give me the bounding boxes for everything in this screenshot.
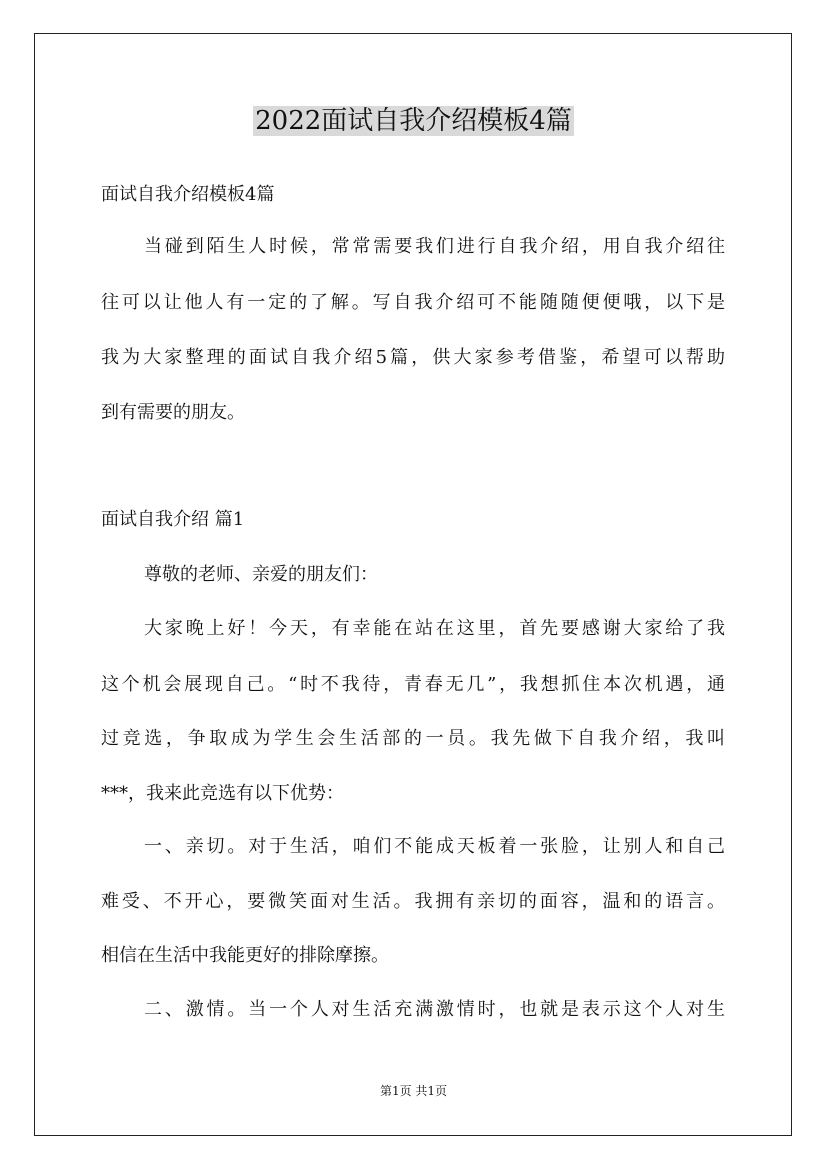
intro-line-3: 我为大家整理的面试自我介绍5篇，供大家参考借鉴，希望可以帮助 [101, 347, 725, 368]
intro-line-1: 当碰到陌生人时候，常常需要我们进行自我介绍，用自我介绍往 [144, 236, 725, 257]
body-line-5: 一、亲切。对于生活，咱们不能成天板着一张脸，让别人和自己 [144, 836, 725, 857]
body-line-3: 过竞选，争取成为学生会生活部的一员。我先做下自我介绍，我叫 [101, 728, 725, 749]
body-line-2: 这个机会展现自己。“时不我待，青春无几”，我想抓住本次机遇，通 [101, 674, 725, 695]
body-line-6: 难受、不开心，要微笑面对生活。我拥有亲切的面容，温和的语言。 [101, 891, 725, 912]
body-line-1: 大家晚上好！今天，有幸能在站在这里，首先要感谢大家给了我 [144, 618, 725, 639]
body-line-4: ***，我来此竞选有以下优势： [101, 783, 344, 804]
document-subtitle: 面试自我介绍模板4篇 [101, 184, 275, 205]
document-title [0, 102, 827, 140]
page-number: 第1页 共1页 [379, 1084, 448, 1098]
intro-line-2: 往可以让他人有一定的了解。写自我介绍可不能随随便便哦，以下是 [101, 292, 725, 313]
document-title-text: 2022面试自我介绍模板4篇 [255, 106, 572, 136]
body-line-7: 相信在生活中我能更好的排除摩擦。 [101, 945, 389, 966]
intro-line-4: 到有需要的朋友。 [101, 402, 245, 423]
salutation: 尊敬的老师、亲爱的朋友们： [144, 564, 378, 585]
body-line-8: 二、激情。当一个人对生活充满激情时，也就是表示这个人对生 [144, 999, 725, 1020]
section-heading: 面试自我介绍 篇1 [101, 509, 245, 530]
